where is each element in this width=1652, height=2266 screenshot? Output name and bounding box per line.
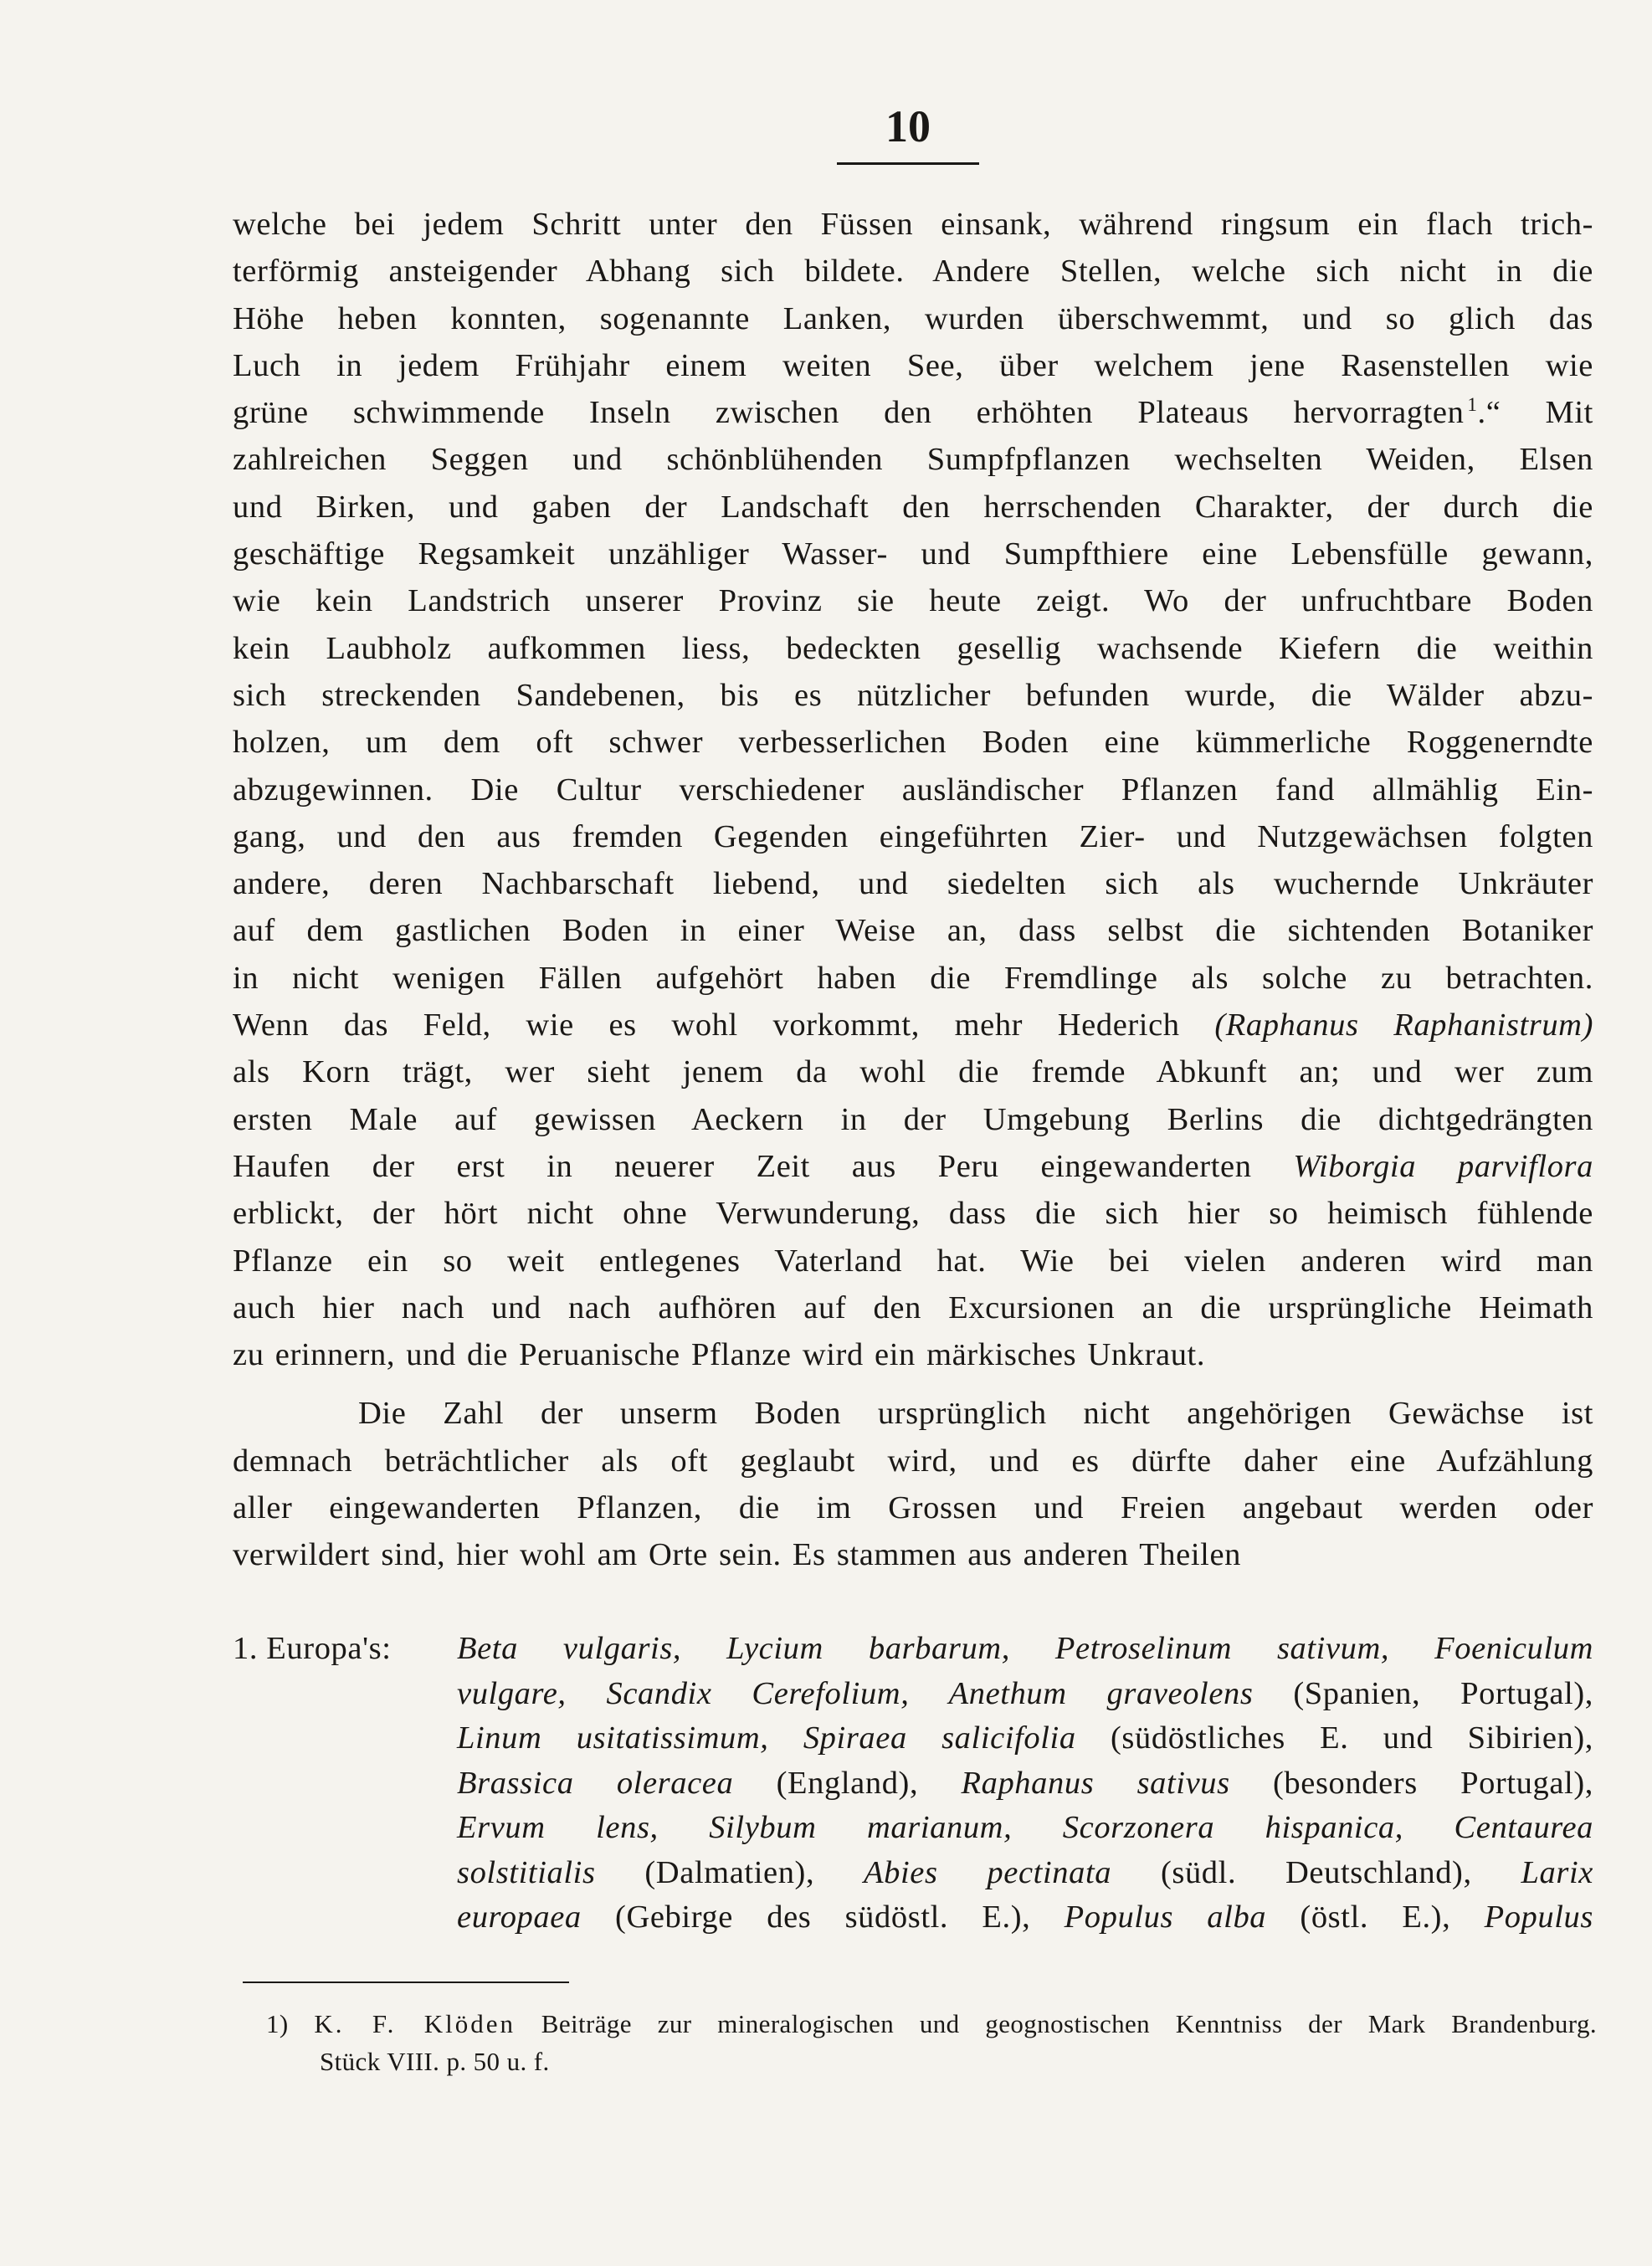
species-name: (Raphanus Raphanistrum) [1214, 1007, 1593, 1043]
species-name: Brassica oleracea [457, 1765, 734, 1801]
text-line: erblickt, der hört nicht ohne Verwunderung, dass die sich hier so heimisch fühlende [233, 1196, 1593, 1232]
species-name: Ervum lens, Silybum marianum, Scorzonera hispanica, Centaurea [457, 1810, 1593, 1845]
list-line [457, 1627, 1593, 1672]
text-line: wie kein Landstrich unserer Provinz sie heute zeigt. Wo der unfruchtbare Boden [233, 583, 1593, 619]
text-line [233, 389, 1593, 436]
region-note: (südl. Deutschland), [1111, 1854, 1521, 1890]
text-segment: grüne schwimmende Inseln zwischen den erhöhten Plateaus hervorragten [233, 395, 1465, 431]
region-note: (England), [733, 1765, 962, 1801]
text-line [233, 1143, 1593, 1190]
species-name: vulgare, Scandix Cerefolium, Anethum graveolens [457, 1675, 1254, 1711]
region-note: (östl. E.), [1266, 1899, 1485, 1935]
species-name: Populus [1484, 1899, 1593, 1935]
text-line: terförmig ansteigender Abhang sich bildete. Andere Stellen, welche sich nicht in die [233, 254, 1593, 290]
text-line: zahlreichen Seggen und schönblühenden Sumpfpflanzen wechselten Weiden, Elsen [233, 442, 1593, 478]
list-line [457, 1806, 1593, 1851]
text-line: als Korn trägt, wer sieht jenem da wohl die fremde Abkunft an; und wer zum [233, 1054, 1593, 1090]
species-name: Wiborgia parviflora [1293, 1148, 1593, 1184]
region-note: (Dalmatien), [595, 1854, 864, 1890]
text-line: sich streckenden Sandebenen, bis es nützlicher befunden wurde, die Wälder abzu- [233, 677, 1593, 713]
region-note: (Gebirge des südöstl. E.), [581, 1899, 1065, 1935]
footnote-reference: 1 [1467, 393, 1478, 416]
text-line: Pflanze ein so weit entlegenes Vaterland hat. Wie bei vielen anderen wird man [233, 1243, 1593, 1279]
list-line [457, 1895, 1593, 1940]
text-line: auch hier nach und nach aufhören auf den Excursionen an die ursprüngliche Heimath [233, 1289, 1593, 1325]
text-line [233, 1002, 1593, 1048]
text-line: verwildert sind, hier wohl am Orte sein. Es stammen aus anderen Theilen [233, 1537, 1241, 1573]
text-line: holzen, um dem oft schwer verbesserlichen Boden eine kümmerliche Roggenerndte [233, 725, 1593, 761]
footnote-marker: 1) [266, 2009, 289, 2038]
body-text [233, 201, 1593, 1579]
text-line: und Birken, und gaben der Landschaft den herrschenden Charakter, der durch die [233, 489, 1593, 525]
text-segment: Wenn das Feld, wie es wohl vorkommt, mehr Hederich [233, 1007, 1180, 1043]
text-line: andere, deren Nachbarschaft liebend, und siedelten sich als wuchernde Unkräuter [233, 866, 1593, 902]
text-line: Luch in jedem Frühjahr einem weiten See, über welchem jene Rasenstellen wie [233, 347, 1593, 383]
list-line [457, 1851, 1593, 1896]
footnote [266, 2005, 1597, 2080]
text-line: welche bei jedem Schritt unter den Füssen einsank, während ringsum ein flach trich- [233, 207, 1593, 242]
text-line: aller eingewanderten Pflanzen, die im Grossen und Freien angebaut werden oder [233, 1490, 1593, 1526]
list-line [457, 1761, 1593, 1807]
region-note: (südöstliches E. und Sibirien), [1075, 1720, 1593, 1756]
list-body [457, 1627, 1593, 1940]
footnote-line [266, 2005, 1597, 2043]
list-line [457, 1672, 1593, 1717]
list-label: 1. Europa's: [233, 1631, 392, 1666]
footnote-line: Stück VIII. p. 50 u. f. [320, 2047, 550, 2076]
paragraph-2 [233, 1390, 1593, 1578]
text-line: geschäftige Regsamkeit unzähliger Wasser- und Sumpfthiere eine Lebensfülle gewann, [233, 536, 1593, 572]
page-number: 10 [885, 101, 931, 151]
region-note: (Spanien, Portugal), [1253, 1675, 1593, 1711]
text-line: kein Laubholz aufkommen liess, bedeckten gesellig wachsende Kiefern die weithin [233, 630, 1593, 666]
text-line: ersten Male auf gewissen Aeckern in der Umgebung Berlins die dichtgedrängten [233, 1101, 1593, 1137]
text-line: abzugewinnen. Die Cultur verschiedener ausländischer Pflanzen fand allmählig Ein- [233, 772, 1593, 807]
text-line: in nicht wenigen Fällen aufgehört haben die Fremdlinge als solche zu betrachten. [233, 960, 1593, 996]
species-name: Raphanus sativus [961, 1765, 1230, 1801]
species-name: europaea [457, 1899, 582, 1935]
species-name: Abies pectinata [864, 1854, 1112, 1890]
footnote-rule [243, 1981, 569, 1983]
species-name: Beta vulgaris, Lycium barbarum, Petroselinum sativum, Foeniculum [457, 1631, 1593, 1666]
text-line: Die Zahl der unserm Boden ursprünglich nicht angehörigen Gewächse ist [358, 1396, 1593, 1432]
text-segment: .“ Mit [1477, 395, 1593, 431]
list-line [457, 1716, 1593, 1761]
text-segment: Haufen der erst in neuerer Zeit aus Peru eingewanderten [233, 1148, 1252, 1184]
text-line: Höhe heben konnten, sogenannte Lanken, wurden überschwemmt, und so glich das [233, 300, 1593, 336]
region-note: (besonders Portugal), [1229, 1765, 1593, 1801]
text-line: zu erinnern, und die Peruanische Pflanze wird ein märkisches Unkraut. [233, 1337, 1206, 1373]
text-line: auf dem gastlichen Boden in einer Weise an, dass selbst die sichtenden Botaniker [233, 913, 1593, 949]
text-line: gang, und den aus fremden Gegenden eingeführten Zier- und Nutzgewächsen folgten [233, 818, 1593, 854]
species-name: Populus alba [1064, 1899, 1267, 1935]
species-name: Larix [1521, 1854, 1593, 1890]
species-name: Linum usitatissimum, Spiraea salicifolia [457, 1720, 1076, 1756]
species-name: solstitialis [457, 1854, 596, 1890]
page-number-rule [837, 162, 979, 165]
text-line: demnach beträchtlicher als oft geglaubt wird, und es dürfte daher eine Aufzählung [233, 1443, 1593, 1479]
footnote-author: K. F. Klöden [314, 2009, 516, 2038]
footnote-text: Beiträge zur mineralogischen und geognostischen Kenntniss der Mark Brandenburg. [541, 2009, 1598, 2038]
